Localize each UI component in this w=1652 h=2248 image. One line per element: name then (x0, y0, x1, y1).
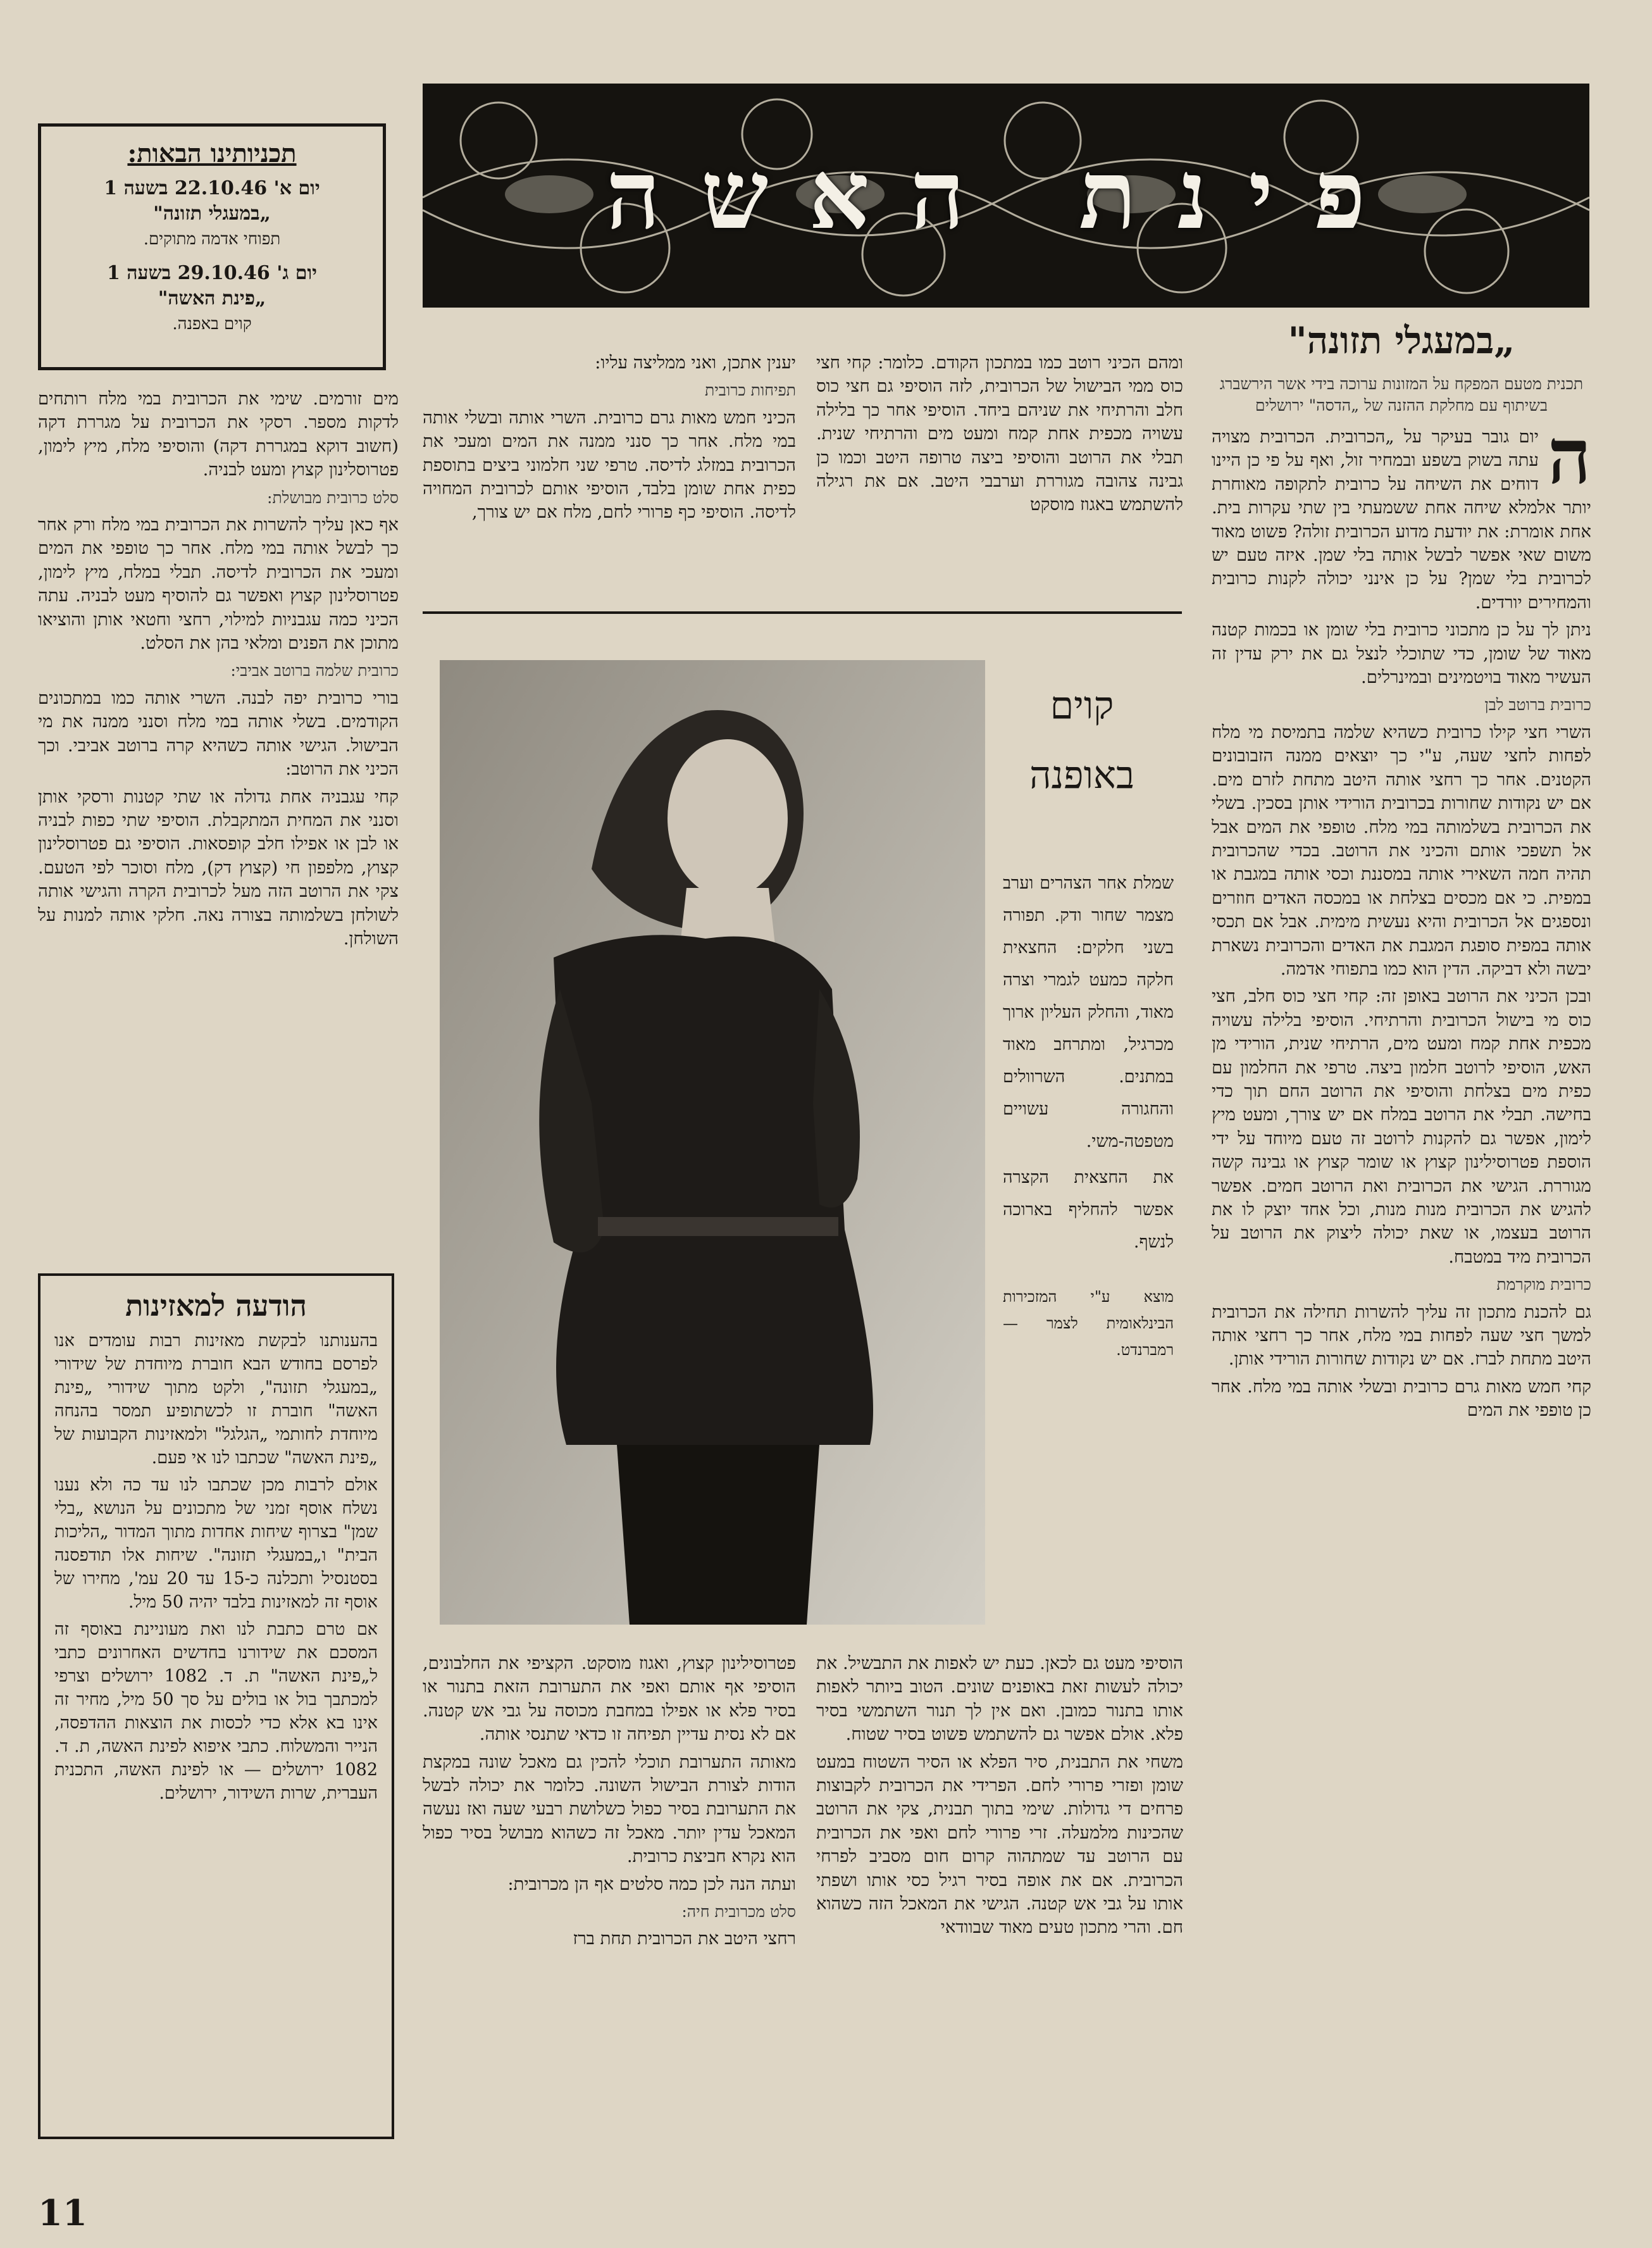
upcoming-line: יום א' 22.10.46 בשעה 1 (104, 177, 320, 199)
paragraph: פטרוסילינון קצוץ, ואגוז מוסקט. הקציפי את החלבונים, הוסיפי אף אותם ואפי את התערובת הזאת בתנור או בסיר פלא או אפילו במחבת מכוסה על גבי אש קטנה. אם לא נסית עדיין תפיחה זו כדאי שתנסי אותה. (423, 1653, 796, 1745)
fashion-title-line: באופנה (1029, 753, 1134, 797)
recipe-heading: כרובית ברוטב לבן (1484, 696, 1591, 715)
upcoming-box (38, 123, 386, 370)
upcoming-line: קוים באפנה. (172, 315, 252, 334)
woman-figure (440, 660, 985, 1625)
paragraph: מאותה התערובת תוכלי להכין גם מאכל שונה במקצת הודות לצורת הבישול השונה. כלומר את יכולה לבשל את התערובת בסיר כפול כשלושת רבעי שעה ואז נעשה המאכל עדין יותר. מאכל זה כשהוא מבושל בסיר כפול הוא נקרא חביצת כרובית. (423, 1751, 796, 1867)
banner (423, 84, 1589, 308)
page-number: 11 (38, 2192, 87, 2234)
article-subtitle: תכנית מטעם המפקח על המזונות ערוכה בידי אשר הירשברג בשיתוף עם מחלקת ההזנה של „הדסה" ירושלים (1219, 375, 1584, 415)
paragraph: רחצי היטב את הכרובית תחת ברז (573, 1928, 796, 1949)
recipe-heading: סלט מכרובית חיה: (681, 1902, 796, 1921)
divider (423, 611, 1182, 614)
paragraph: קחי עגבניה אחת גדולה או שתי קטנות ורסקי אותן וסנני את המחית המתקבלת. הוסיפי שתי כפות לבניה או לבן או אפילו חלב קופסאות. הוסיפי גם פטרוסלינון קצוץ, מלפפון חי (קצוץ דק), מלח וסוכר לפי הטעם. צקי את הרוטב הזה מעל לכרובית הקרה והגישי אותה לשולחן בשלמותה בצורה נאה. חלקי אותה למנות על השולחן. (38, 786, 399, 949)
bottom-right-column (816, 1652, 1183, 2145)
paragraph: מים זורמים. שימי את הכרובית במי מלח רותחים לדקות מספר. רסקי את הכרובית על מגררת דקה (חשוב דוקא במגררת דקה) והוסיפי מלח, מיץ לימון, פטרוסלינון קצוץ ומעט לבניה. (38, 389, 399, 480)
upcoming-line: „פינת האשה" (158, 287, 266, 309)
bottom-left-column (423, 1652, 796, 2145)
paragraph: אף כאן עליך להשרות את הכרובית במי מלח ורק אחר כך לבשל אותה במי מלח. אחר כך טופפי את המים ומעכי את הכרובית לדיסה. תבלי במלח, מיץ לימון, פטרוסלינון קצוץ ואפשר גם להוסיף מעט לבניה. עתה הכיני כמה עגבניות למילוי, רחצי וחטאי אותן והוציאו מתוכן את הפנים ומלאי בהן את הסלט. (38, 515, 399, 654)
recipe-column-top (423, 351, 796, 604)
notice-box (38, 1273, 394, 2139)
paragraph: משחי את התבנית, סיר הפלא או הסיר השטוח במעט שומן ופזרי פרורי לחם. הפרידי את הכרובית לקבוצות פרחים די גדולות. שימי בתוך תבנית, צקי את הרוטב שהכינות מלמעלה. זרי פרורי לחם ואפי את הכרובית עם הרוטב עד שמתהוה קרום חום מסביב לפרחי הכרובית. אם את אופה בסיר רגיל כסי אותו ושפתי אותו על גבי אש קטנה. הגישי את המאכל הזה כשהוא חם. והרי מתכון טעים מאוד שבוודאי (816, 1751, 1183, 1938)
paragraph: גם להכנת מתכון זה עליך להשרות תחילה את הכרובית למשך חצי שעה לפחות במי מלח, אחר כך רחצי אותה היטב מתחת לברז. אם יש נקודות שחורות הורידי אותן. (1212, 1301, 1591, 1370)
banner-title: פינת האשה (606, 139, 1407, 251)
upcoming-line: „במעגלי תזונה" (153, 203, 271, 225)
fashion-photo (440, 660, 985, 1625)
notice-title: הודעה למאזינות (125, 1289, 307, 1323)
upcoming-title: תכניותינו הבאות: (127, 139, 297, 168)
paragraph: הכיני חמש מאות גרם כרובית. השרי אותה ובשלי אותה במי מלח. אחר כך סנני ממנה את המים ומעכי את הכרובית במזלג לדיסה. טרפי שני חלמוני ביצים בתוספת כפית אחת שומן בלבד, הוסיפי אותם לכרובית המחויה לדיסה. הוסיפי כף פרורי לחם, מלח אם יש צורך, (423, 407, 796, 523)
recipe-column-top (816, 351, 1183, 604)
fashion-caption (1003, 867, 1174, 1608)
paragraph: אולם לרבות מכן שכתבו לנו עד כה ולא נענו נשלח אוסף זמני של מתכונים על הנושא „בלי שמן" בצרוף שיחות אחדות מתוך המדור „הליכות הבית" ו„במעגלי תזונה". שיחות אלו תודפסנה בסטנסיל ותכלנה כ-15 עד 20 עמ', מחירו של אוסף זה למאזינות בלבד יהיה 50 מיל. (54, 1475, 378, 1612)
upcoming-line: יום ג' 29.10.46 בשעה 1 (106, 262, 318, 284)
recipe-heading: כרובית מוקרמת (1496, 1275, 1591, 1294)
paragraph: הוסיפי מעט גם לכאן. כעת יש לאפות את התבשיל. את יכולה לעשות זאת באופנים שונים. הטוב ביותר לאפות אותו בתנור כמובן. ואם אין לך תנור השתמשי בסיר פלא. אולם אפשר גם להשתמש פשוט בסיר שטוח. (816, 1653, 1183, 1745)
paragraph: ניתן לך על כן מתכוני כרובית בלי שומן או בכמות קטנה מאוד של שומן, כדי שתוכלי לנצל גם את ירק עדין זה העשיר מאוד בויטמינים ובמינרלים. (1212, 620, 1591, 688)
article-title: „במעגלי תזונה" (1288, 319, 1515, 362)
paragraph: ובכן הכיני את הרוטב באופן זה: קחי חצי כוס חלב, חצי כוס מי בישול הכרובית והרתיחי. הוסיפי בלילה עשויה מכפית אחת קמח ומעט מים, הרתיחי שנית, הורידי מן האש, הוסיפי לרוטב חלמון ביצה. טרפי את החלמון עם כפית מים בצלחת והוסיפי את הרוטב החם תוך כדי בחישה. תבלי את הרוטב במלח אם יש צורך, ומעט מיץ לימון, אפשר גם להקנות לרוטב זה טעם מיוחד על ידי הוספת פטרוסילינון קצוץ או שומר קצוץ או גבינה קשה מגוררת. הגישי את הכרובית ואת הרוטב חמים. אפשר להגיש את הכרובית מנות מנות, וכל אחד יוצק לו את הרוטב בעצמו, או שאת יכולה ליצוק את הרוטב על הכרובית מיד במטבח. (1212, 986, 1591, 1267)
recipe-heading: סלט כרובית מבושלת: (267, 488, 399, 507)
paragraph: יענין אתכן, ואני ממליצה עליו: (595, 353, 796, 373)
article-column (1212, 316, 1591, 2164)
photo-credit: מוצא ע"י המזכירות הבינלאומית לצמר — רמברנדט. (1003, 1288, 1174, 1359)
upcoming-line: תפוחי אדמה מתוקים. (143, 230, 281, 249)
paragraph: את החצאית הקצרה אפשר להחליף בארוכה לנשף. (1003, 1168, 1174, 1252)
paragraph: השרי חצי קילו כרובית כשהיא שלמה בתמיסת מי מלח לפחות לחצי שעה, ע"י כך יוצאים ממנה הזבובונים הקטנים. אחר כך רחצי אותה היטב מתחת לזרם מים. אם יש נקודות שחורות בכרובית הורידי אותן בסכין. בשלי את הכרובית בשלמותה במי מלח. טופפי את המים אבל אל תשפכי אותם והכיני את הרוטב. בכדי שהכרובית תהיה חמה השאירי אותה במסננת וכסי אותה במגבת או במפית. כי אם מכסים בצלחת או במכסה האדים חוזרים ונספגים אל הכרובית והיא נעשית מימית. אבל אם תכסי אותה במפית סופגת המגבת את האדים והכרובית נשארת יבשה ולא דביקה. הדין הוא כמו בתפוחי אדמה. (1212, 721, 1591, 979)
recipe-heading: כרובית שלמה ברוטב אביבי: (230, 661, 399, 680)
drop-cap: ה (1547, 412, 1591, 501)
paragraph: שמלת אחר הצהרים וערב מצמר שחור ודק. תפורה בשני חלקים: החצאית חלקה כמעט לגמרי וצרה מאוד, והחלק העליון ארוך מכרגיל, ומתרחב מאוד במתנים. השרוולים והחגורה עשויים מטפטה-משי. (1003, 873, 1174, 1151)
paragraph: קחי חמש מאות גרם כרובית ובשלי אותה במי מלח. אחר כן טופפי את המים (1212, 1376, 1591, 1421)
paragraph: ועתה הנה לכן כמה סלטים אף הן מכרובית: (507, 1873, 796, 1894)
paragraph: בהענותנו לבקשת מאזינות רבות עומדים אנו לפרסם בחודש הבא חוברת מיוחדת של שידורי „במעגלי תזונה", ולקט מתוך שידורי „פינת האשה" חוברת זו לכשתופיע תמסר בהנחה מיוחדת לחותמי „הגלגל" ולמאזינות הקבועות של „פינת האשה" שכתבו לנו אי פעם. (54, 1331, 378, 1468)
fashion-title (997, 671, 1167, 810)
paragraph: יום גובר בעיקר על „הכרובית. הכרובית מצויה עתה בשוק בשפע ובמחיר זול, ואף על פי כן היינו דוחים את השיחה על כרובית לתקופה מאוחרת יותר אלמלא שיחה אחת ששמעתי בין שתי עקרות בית. אחת אומרת: את יודעת מדוע הכרובית זולה? פשוט מאוד משום שאי אפשר לבשל אותה בלי שמן. איזה טעם יש לכרובית בלי שמן? על כן אינני יכולה לקנות כרובית והמחירים יורדים. (1212, 427, 1591, 613)
paragraph: בורי כרובית יפה לבנה. השרי אותה כמו במתכונים הקודמים. בשלי אותה במי מלח וסנני ממנה את מי הבישול. הגישי אותה כשהיא קרה ברוטב אביבי. וכך הכיני את הרוטב: (38, 687, 399, 780)
recipe-heading: תפיחות כרובית (704, 381, 796, 400)
paragraph: ומהם הכיני רוטב כמו במתכון הקודם. כלומר: קחי חצי כוס ממי הבישול של הכרובית, לזה הוסיפי גם חצי כוס חלב והרתיחי את שניהם ביחד. הוסיפי אחר כך בלילה עשויה מכפית אחת קמח ומעט מים והרתיחי שנית. תבלי את הרוטב והוסיפי ביצה טרופה היטב וכמו כן גבינה צהובה מגוררת וערבבי היטב. אם את רגילה להשתמש באגוז מוסקט (816, 353, 1183, 515)
left-column (38, 387, 399, 1251)
paragraph: אם טרם כתבת לנו ואת מעוניינת באוסף זה המסכם את שידורנו בחדשים האחרונים כתבי ל„פינת האשה" ת. ד. 1082 ירושלים וצרפי למכתבך בול או בולים על סך 50 מיל, מחיר זה אינו בא אלא כדי לכסות את הוצאות ההדפסה, הנייר והמשלוח. כתבי איפוא לפינת האשה, ת. ד. 1082 ירושלים — או לפינת האשה, התכנית העברית, שרות השידור, ירושלים. (54, 1620, 378, 1803)
fashion-title-line: קוים (1050, 684, 1114, 728)
